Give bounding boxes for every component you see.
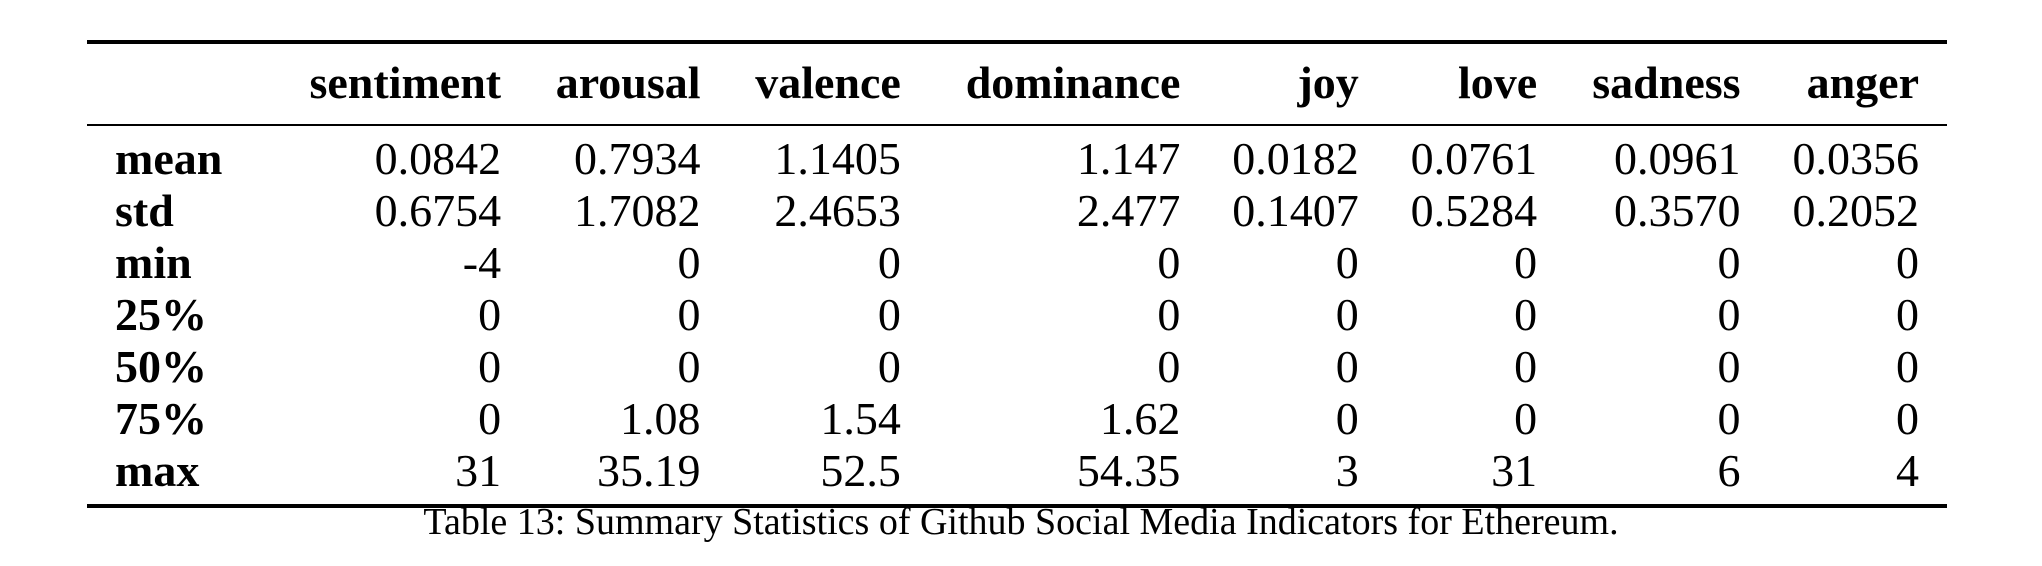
column-header-anger: anger — [1769, 42, 1947, 125]
table-row-mean — [87, 125, 1947, 185]
table-row-75pct — [87, 393, 1947, 445]
table-cell: 52.5 — [729, 445, 929, 506]
table-cell: 1.62 — [1099, 393, 1181, 444]
table-cell: 0.0761 — [1410, 133, 1538, 184]
table-cell: 0 — [677, 237, 701, 288]
table-cell: -4 — [462, 237, 502, 288]
column-header-arousal: arousal — [529, 42, 728, 125]
table-cell: 0 — [1896, 289, 1919, 340]
row-label: 25% — [115, 289, 207, 340]
table-cell: 0 — [877, 341, 901, 392]
row-label: std — [115, 185, 174, 236]
table-cell: 2.477 — [1076, 185, 1181, 236]
table-cell: 0 — [1335, 393, 1359, 444]
table-cell: 0 — [1514, 393, 1538, 444]
table-container — [87, 40, 1947, 508]
table-row-50pct — [87, 341, 1947, 393]
table-cell: 0 — [1896, 237, 1919, 288]
table-cell: 0 — [1514, 237, 1538, 288]
row-label: 75% — [115, 393, 207, 444]
table-cell: 35.19 — [529, 445, 728, 506]
table-cell: 0.7934 — [574, 133, 701, 184]
column-header-love: love — [1387, 42, 1565, 125]
table-cell: 31 — [276, 445, 529, 506]
table-cell: 3 — [1208, 445, 1386, 506]
table-cell: 0.2052 — [1792, 185, 1919, 236]
table-cell: 31 — [1387, 445, 1565, 506]
table-cell: 0 — [1717, 289, 1741, 340]
table-cell: 4 — [1769, 445, 1947, 506]
column-header-sentiment: sentiment — [276, 42, 529, 125]
summary-statistics-table — [87, 40, 1947, 508]
table-cell: 0 — [1157, 341, 1181, 392]
table-cell: 0 — [1157, 237, 1181, 288]
table-cell: 0 — [478, 341, 502, 392]
table-row-max — [87, 445, 1947, 506]
column-header-dominance: dominance — [929, 42, 1209, 125]
row-label: min — [115, 237, 192, 288]
table-cell: 0 — [478, 289, 502, 340]
table-cell: 0.0961 — [1614, 133, 1741, 184]
table-cell: 0.3570 — [1614, 185, 1741, 236]
column-header-joy: joy — [1208, 42, 1386, 125]
table-cell: 0 — [877, 289, 901, 340]
table-cell: 0 — [1514, 289, 1538, 340]
table-cell: 0 — [1157, 289, 1181, 340]
table-cell: 2.4653 — [774, 185, 901, 236]
table-cell: 1.08 — [620, 393, 701, 444]
table-cell: 0 — [1717, 237, 1741, 288]
column-header-valence: valence — [729, 42, 929, 125]
table-cell: 0 — [1717, 341, 1741, 392]
table-cell: 1.54 — [820, 393, 901, 444]
table-cell: 0 — [1514, 341, 1538, 392]
table-cell: 0.5284 — [1410, 185, 1538, 236]
table-cell: 0 — [1335, 237, 1359, 288]
table-header — [87, 42, 1947, 125]
table-cell: 0 — [677, 289, 701, 340]
table-cell: 0.0182 — [1232, 133, 1359, 184]
table-cell: 0 — [877, 237, 901, 288]
table-cell: 0.1407 — [1232, 185, 1359, 236]
table-cell: 1.7082 — [574, 185, 701, 236]
table-cell: 0 — [1896, 393, 1919, 444]
corner-cell — [87, 42, 276, 125]
row-label: max — [87, 445, 276, 506]
header-row — [87, 42, 1947, 125]
table-cell: 0 — [478, 393, 502, 444]
table-cell: 0 — [1335, 341, 1359, 392]
column-header-sadness: sadness — [1565, 42, 1768, 125]
table-cell: 0 — [1717, 393, 1741, 444]
table-row-25pct — [87, 289, 1947, 341]
table-cell: 54.35 — [929, 445, 1209, 506]
table-row-std — [87, 185, 1947, 237]
row-label: 50% — [115, 341, 207, 392]
table-cell: 0 — [1896, 341, 1919, 392]
table-cell: 0 — [677, 341, 701, 392]
table-cell: 1.147 — [1076, 133, 1181, 184]
table-cell: 0.0356 — [1792, 133, 1919, 184]
table-cell: 0 — [1335, 289, 1359, 340]
table-caption: Table 13: Summary Statistics of Github Social Media Indicators for Ethereum. — [423, 501, 1619, 543]
row-label: mean — [115, 133, 223, 184]
table-cell: 6 — [1565, 445, 1768, 506]
table-cell: 0.6754 — [374, 185, 502, 236]
table-cell: 1.1405 — [774, 133, 901, 184]
table-cell: 0.0842 — [374, 133, 502, 184]
table-body — [87, 125, 1947, 506]
table-row-min — [87, 237, 1947, 289]
